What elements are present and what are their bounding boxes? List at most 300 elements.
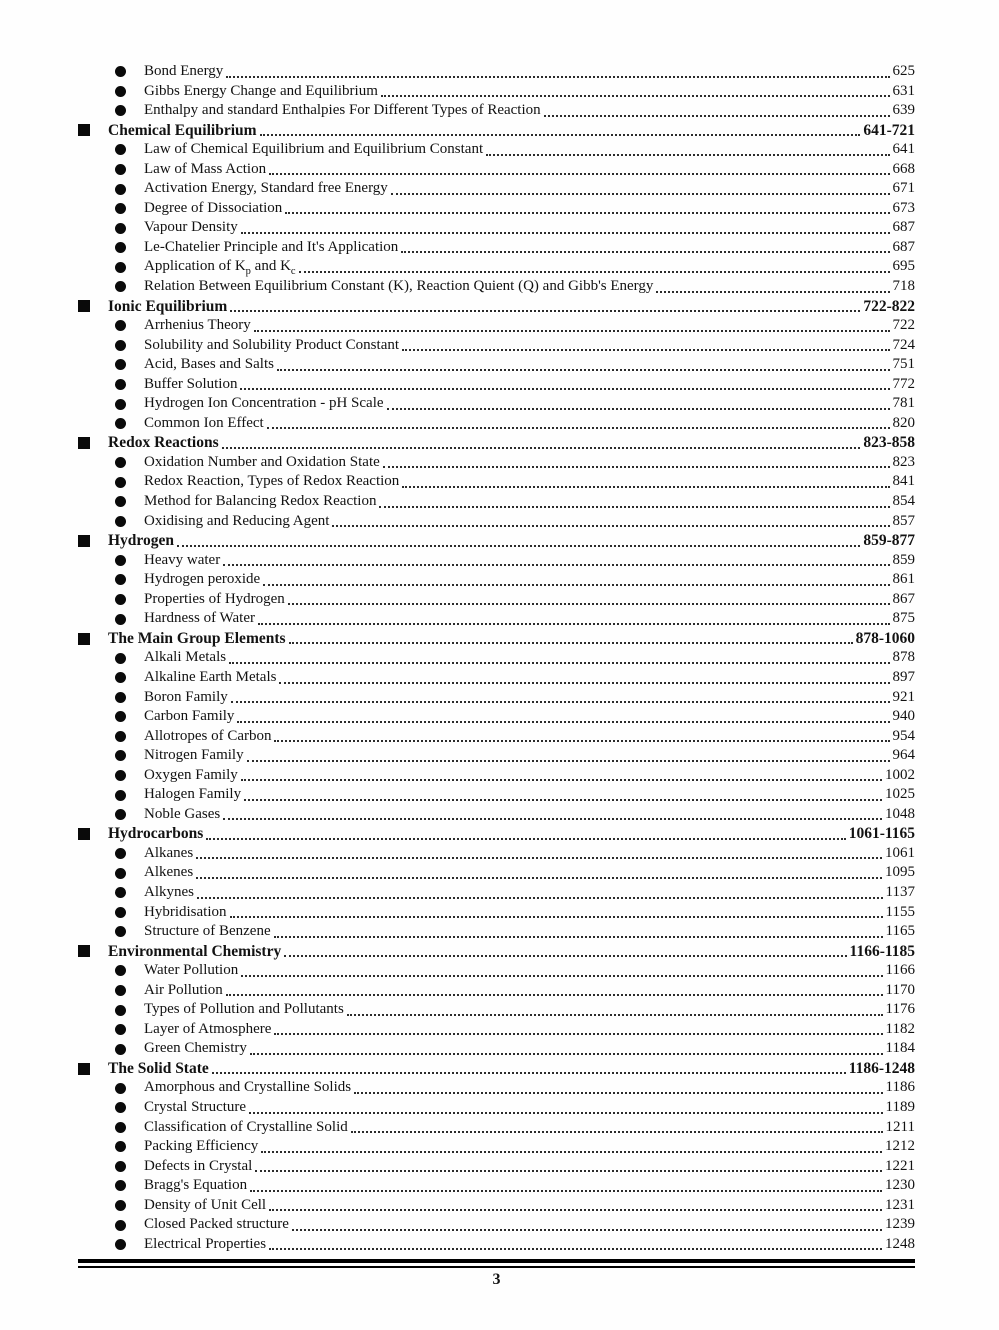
toc-entry-page: 1211 xyxy=(885,1118,915,1135)
toc-entry-page: 954 xyxy=(892,727,915,744)
square-bullet-icon xyxy=(78,1063,90,1075)
chapter-square-icon xyxy=(78,942,108,962)
circle-bullet-icon xyxy=(115,223,126,234)
topic-bullet-icon xyxy=(115,277,144,297)
dot-leader xyxy=(289,642,853,644)
toc-entry-label: Heavy water xyxy=(144,551,221,568)
dot-leader xyxy=(402,486,889,488)
circle-bullet-icon xyxy=(115,1083,126,1094)
topic-bullet-icon xyxy=(115,844,144,864)
toc-entry-label: Law of Chemical Equilibrium and Equilibrium Constant xyxy=(144,141,484,158)
toc-entry-row xyxy=(78,1196,915,1216)
dot-leader xyxy=(223,818,882,820)
dot-leader xyxy=(387,408,890,410)
toc-entry-page: 1166-1185 xyxy=(849,942,915,960)
toc-entry-page: 1061-1165 xyxy=(848,825,915,843)
topic-bullet-icon xyxy=(115,785,144,805)
circle-bullet-icon xyxy=(115,848,126,859)
toc-entry-page: 875 xyxy=(892,610,915,627)
dot-leader xyxy=(250,1053,883,1055)
page-number: 3 xyxy=(492,1271,501,1289)
toc-entry-row xyxy=(78,1000,915,1020)
dot-leader xyxy=(230,310,860,312)
circle-bullet-icon xyxy=(115,574,126,585)
circle-bullet-icon xyxy=(115,144,126,155)
toc-entry-row xyxy=(78,609,915,629)
toc-entry-label: Crystal Structure xyxy=(144,1098,247,1115)
dot-leader xyxy=(254,330,890,332)
topic-bullet-icon xyxy=(115,140,144,160)
toc-entry-row xyxy=(78,805,915,825)
dot-leader xyxy=(292,1229,882,1231)
toc-entry-label: Redox Reactions xyxy=(108,434,219,452)
dot-leader xyxy=(177,545,860,547)
topic-bullet-icon xyxy=(115,394,144,414)
toc-entry-page: 687 xyxy=(892,219,915,236)
toc-list xyxy=(78,62,915,1254)
toc-entry-page: 1189 xyxy=(885,1098,915,1115)
dot-leader xyxy=(391,193,890,195)
circle-bullet-icon xyxy=(115,242,126,253)
toc-entry-page: 1248 xyxy=(885,1235,915,1252)
toc-entry-page: 718 xyxy=(892,278,915,295)
toc-entry-page: 1186-1248 xyxy=(848,1059,915,1077)
toc-entry-page: 724 xyxy=(892,336,915,353)
toc-entry-row xyxy=(78,961,915,981)
toc-entry-label: Hydrocarbons xyxy=(108,825,204,843)
toc-entry-page: 722 xyxy=(892,317,915,334)
topic-bullet-icon xyxy=(115,453,144,473)
toc-entry-page: 897 xyxy=(892,668,915,685)
toc-entry-label: Hybridisation xyxy=(144,903,227,920)
toc-entry-page: 781 xyxy=(892,395,915,412)
toc-entry-row xyxy=(78,590,915,610)
circle-bullet-icon xyxy=(115,555,126,566)
topic-bullet-icon xyxy=(115,1098,144,1118)
toc-entry-row xyxy=(78,883,915,903)
dot-leader xyxy=(240,388,889,390)
toc-entry-row xyxy=(78,238,915,258)
dot-leader xyxy=(229,662,889,664)
toc-entry-page: 823-858 xyxy=(863,434,915,452)
toc-entry-row xyxy=(78,648,915,668)
topic-bullet-icon xyxy=(115,1215,144,1235)
chapter-square-icon xyxy=(78,433,108,453)
toc-entry-label: Oxidising and Reducing Agent xyxy=(144,512,330,529)
circle-bullet-icon xyxy=(115,1102,126,1113)
topic-bullet-icon xyxy=(115,903,144,923)
dot-leader xyxy=(285,212,889,214)
circle-bullet-icon xyxy=(115,1180,126,1191)
toc-entry-page: 878-1060 xyxy=(855,629,915,647)
toc-entry-row xyxy=(78,785,915,805)
toc-entry-label: Allotropes of Carbon xyxy=(144,727,272,744)
toc-entry-label: The Main Group Elements xyxy=(108,629,286,647)
toc-entry-label: Oxidation Number and Oxidation State xyxy=(144,453,380,470)
toc-entry-label: Alkaline Earth Metals xyxy=(144,668,277,685)
toc-entry-page: 857 xyxy=(892,512,915,529)
toc-entry-label: Degree of Dissociation xyxy=(144,199,283,216)
topic-bullet-icon xyxy=(115,570,144,590)
dot-leader xyxy=(379,506,889,508)
toc-entry-row xyxy=(78,981,915,1001)
toc-entry-row xyxy=(78,472,915,492)
topic-bullet-icon xyxy=(115,1157,144,1177)
topic-bullet-icon xyxy=(115,199,144,219)
dot-leader xyxy=(267,427,890,429)
circle-bullet-icon xyxy=(115,653,126,664)
toc-entry-row xyxy=(78,1157,915,1177)
toc-entry-label: Noble Gases xyxy=(144,805,221,822)
toc-entry-label: Bragg's Equation xyxy=(144,1177,248,1194)
toc-entry-label: Method for Balancing Redox Reaction xyxy=(144,493,377,510)
toc-entry-page: 921 xyxy=(892,688,915,705)
dot-leader xyxy=(274,936,883,938)
circle-bullet-icon xyxy=(115,1161,126,1172)
topic-bullet-icon xyxy=(115,746,144,766)
toc-entry-page: 841 xyxy=(892,473,915,490)
topic-bullet-icon xyxy=(115,981,144,1001)
dot-leader xyxy=(197,897,883,899)
dot-leader xyxy=(299,271,890,273)
topic-bullet-icon xyxy=(115,805,144,825)
circle-bullet-icon xyxy=(115,770,126,781)
toc-entry-row xyxy=(78,746,915,766)
dot-leader xyxy=(241,232,890,234)
topic-bullet-icon xyxy=(115,609,144,629)
toc-entry-page: 1212 xyxy=(885,1138,915,1155)
circle-bullet-icon xyxy=(115,477,126,488)
toc-entry-page: 1231 xyxy=(885,1196,915,1213)
toc-entry-row xyxy=(78,863,915,883)
topic-bullet-icon xyxy=(115,707,144,727)
toc-entry-page: 964 xyxy=(892,747,915,764)
topic-bullet-icon xyxy=(115,316,144,336)
dot-leader xyxy=(277,369,890,371)
chapter-square-icon xyxy=(78,297,108,317)
dot-leader xyxy=(269,173,889,175)
dot-leader xyxy=(226,994,883,996)
circle-bullet-icon xyxy=(115,868,126,879)
toc-entry-label: Environmental Chemistry xyxy=(108,942,282,960)
toc-entry-label: Alkali Metals xyxy=(144,649,227,666)
toc-entry-label: Air Pollution xyxy=(144,981,223,998)
topic-bullet-icon xyxy=(115,688,144,708)
dot-leader xyxy=(269,1248,882,1250)
toc-entry-row xyxy=(78,394,915,414)
toc-entry-page: 631 xyxy=(892,82,915,99)
toc-entry-row xyxy=(78,570,915,590)
dot-leader xyxy=(656,291,889,293)
circle-bullet-icon xyxy=(115,359,126,370)
toc-entry-row xyxy=(78,277,915,297)
toc-entry-page: 859 xyxy=(892,551,915,568)
toc-entry-row xyxy=(78,433,915,453)
dot-leader xyxy=(250,1190,882,1192)
square-bullet-icon xyxy=(78,437,90,449)
circle-bullet-icon xyxy=(115,320,126,331)
toc-entry-page: 1170 xyxy=(885,981,915,998)
circle-bullet-icon xyxy=(115,281,126,292)
toc-entry-label: Amorphous and Crystalline Solids xyxy=(144,1079,352,1096)
dot-leader xyxy=(230,916,883,918)
toc-entry-label: Alkenes xyxy=(144,864,194,881)
square-bullet-icon xyxy=(78,300,90,312)
circle-bullet-icon xyxy=(115,985,126,996)
dot-leader xyxy=(381,95,890,97)
topic-bullet-icon xyxy=(115,1078,144,1098)
toc-entry-row xyxy=(78,62,915,82)
toc-entry-label: Acid, Bases and Salts xyxy=(144,356,274,373)
dot-leader xyxy=(226,76,889,78)
toc-entry-page: 641 xyxy=(892,141,915,158)
circle-bullet-icon xyxy=(115,262,126,273)
topic-bullet-icon xyxy=(115,961,144,981)
dot-leader xyxy=(263,584,889,586)
dot-leader xyxy=(401,251,889,253)
toc-entry-page: 641-721 xyxy=(863,121,915,139)
toc-entry-label: Common Ion Effect xyxy=(144,414,264,431)
toc-entry-page: 1230 xyxy=(885,1177,915,1194)
toc-entry-row xyxy=(78,140,915,160)
chapter-square-icon xyxy=(78,824,108,844)
topic-bullet-icon xyxy=(115,1118,144,1138)
toc-entry-page: 1061 xyxy=(885,844,915,861)
toc-entry-label: Hardness of Water xyxy=(144,610,255,627)
circle-bullet-icon xyxy=(115,1005,126,1016)
toc-entry-row xyxy=(78,355,915,375)
toc-entry-label: Activation Energy, Standard free Energy xyxy=(144,180,388,197)
toc-entry-row xyxy=(78,629,915,649)
circle-bullet-icon xyxy=(115,907,126,918)
circle-bullet-icon xyxy=(115,1141,126,1152)
toc-entry-page: 722-822 xyxy=(863,297,915,315)
toc-entry-page: 867 xyxy=(892,590,915,607)
dot-leader xyxy=(222,447,861,449)
toc-entry-label: The Solid State xyxy=(108,1059,209,1077)
toc-entry-label: Boron Family xyxy=(144,688,228,705)
toc-entry-page: 1221 xyxy=(885,1157,915,1174)
chapter-square-icon xyxy=(78,121,108,141)
toc-entry-label: Enthalpy and standard Enthalpies For Different Types of Reaction xyxy=(144,102,541,119)
dot-leader xyxy=(269,1209,882,1211)
topic-bullet-icon xyxy=(115,922,144,942)
dot-leader xyxy=(244,799,882,801)
dot-leader xyxy=(274,740,889,742)
toc-entry-label: Relation Between Equilibrium Constant (K), Reaction Quient (Q) and Gibb's Energy xyxy=(144,278,654,295)
toc-entry-label: Vapour Density xyxy=(144,219,238,236)
topic-bullet-icon xyxy=(115,101,144,121)
topic-bullet-icon xyxy=(115,218,144,238)
toc-entry-row xyxy=(78,824,915,844)
toc-entry-label: Alkynes xyxy=(144,883,194,900)
topic-bullet-icon xyxy=(115,1196,144,1216)
toc-entry-label: Arrhenius Theory xyxy=(144,317,251,334)
dot-leader xyxy=(261,1151,882,1153)
circle-bullet-icon xyxy=(115,340,126,351)
square-bullet-icon xyxy=(78,945,90,957)
toc-entry-page: 668 xyxy=(892,160,915,177)
dot-leader xyxy=(231,701,890,703)
toc-entry-label: Green Chemistry xyxy=(144,1040,247,1057)
circle-bullet-icon xyxy=(115,418,126,429)
circle-bullet-icon xyxy=(115,457,126,468)
toc-entry-page: 823 xyxy=(892,453,915,470)
circle-bullet-icon xyxy=(115,399,126,410)
chapter-square-icon xyxy=(78,629,108,649)
circle-bullet-icon xyxy=(115,965,126,976)
dot-leader xyxy=(249,1112,882,1114)
toc-entry-page: 1239 xyxy=(885,1216,915,1233)
chapter-square-icon xyxy=(78,531,108,551)
toc-entry-row xyxy=(78,414,915,434)
topic-bullet-icon xyxy=(115,355,144,375)
circle-bullet-icon xyxy=(115,164,126,175)
toc-entry-page: 878 xyxy=(892,649,915,666)
toc-entry-page: 1184 xyxy=(885,1040,915,1057)
circle-bullet-icon xyxy=(115,809,126,820)
topic-bullet-icon xyxy=(115,414,144,434)
toc-entry-page: 1176 xyxy=(885,1001,915,1018)
square-bullet-icon xyxy=(78,535,90,547)
toc-entry-page: 861 xyxy=(892,571,915,588)
toc-entry-label: Solubility and Solubility Product Constant xyxy=(144,336,400,353)
toc-entry-page: 820 xyxy=(892,414,915,431)
circle-bullet-icon xyxy=(115,1220,126,1231)
toc-entry-row xyxy=(78,1078,915,1098)
dot-leader xyxy=(223,564,889,566)
circle-bullet-icon xyxy=(115,692,126,703)
toc-entry-page: 639 xyxy=(892,102,915,119)
toc-entry-label: Bond Energy xyxy=(144,63,224,79)
toc-entry-label: Oxygen Family xyxy=(144,766,238,783)
toc-entry-row xyxy=(78,1215,915,1235)
dot-leader xyxy=(284,955,846,957)
toc-entry-row xyxy=(78,668,915,688)
toc-entry-page: 1137 xyxy=(885,883,915,900)
toc-entry-page: 772 xyxy=(892,375,915,392)
toc-entry-row xyxy=(78,1176,915,1196)
footer-double-rule xyxy=(78,1259,915,1268)
dot-leader xyxy=(260,134,861,136)
toc-entry-label: Hydrogen peroxide xyxy=(144,571,261,588)
toc-entry-label: Electrical Properties xyxy=(144,1235,267,1252)
toc-entry-label: Chemical Equilibrium xyxy=(108,121,257,139)
dot-leader xyxy=(402,349,889,351)
toc-entry-label: Properties of Hydrogen xyxy=(144,590,285,607)
toc-entry-label: Redox Reaction, Types of Redox Reaction xyxy=(144,473,400,490)
toc-entry-label: Hydrogen xyxy=(108,532,175,550)
topic-bullet-icon xyxy=(115,883,144,903)
circle-bullet-icon xyxy=(115,105,126,116)
circle-bullet-icon xyxy=(115,594,126,605)
topic-bullet-icon xyxy=(115,62,144,82)
toc-entry-page: 1025 xyxy=(885,786,915,803)
toc-entry-page: 671 xyxy=(892,180,915,197)
topic-bullet-icon xyxy=(115,257,144,277)
toc-entry-row xyxy=(78,1059,915,1079)
toc-entry-row xyxy=(78,492,915,512)
toc-entry-page: 625 xyxy=(892,63,915,79)
circle-bullet-icon xyxy=(115,614,126,625)
topic-bullet-icon xyxy=(115,512,144,532)
dot-leader xyxy=(347,1014,883,1016)
topic-bullet-icon xyxy=(115,1235,144,1255)
toc-entry-row xyxy=(78,707,915,727)
toc-entry-label: Ionic Equilibrium xyxy=(108,297,228,315)
toc-entry-label: Types of Pollution and Pollutants xyxy=(144,1001,344,1018)
toc-entry-row xyxy=(78,903,915,923)
toc-entry-row xyxy=(78,453,915,473)
toc-entry-page: 1186 xyxy=(885,1079,915,1096)
circle-bullet-icon xyxy=(115,1122,126,1133)
topic-bullet-icon xyxy=(115,1000,144,1020)
topic-bullet-icon xyxy=(115,668,144,688)
dot-leader xyxy=(274,1033,882,1035)
dot-leader xyxy=(258,623,890,625)
topic-bullet-icon xyxy=(115,1020,144,1040)
dot-leader xyxy=(212,1072,846,1074)
circle-bullet-icon xyxy=(115,1044,126,1055)
topic-bullet-icon xyxy=(115,238,144,258)
toc-entry-label: Application of $K_p$ and $K_c$ xyxy=(144,258,296,278)
circle-bullet-icon xyxy=(115,711,126,722)
dot-leader xyxy=(196,857,882,859)
circle-bullet-icon xyxy=(115,203,126,214)
toc-entry-label: Structure of Benzene xyxy=(144,923,271,940)
topic-bullet-icon xyxy=(115,336,144,356)
toc-entry-page: 1048 xyxy=(885,805,915,822)
dot-leader xyxy=(354,1092,882,1094)
dot-leader xyxy=(241,975,882,977)
circle-bullet-icon xyxy=(115,731,126,742)
toc-entry-page: 1002 xyxy=(885,766,915,783)
topic-bullet-icon xyxy=(115,648,144,668)
topic-bullet-icon xyxy=(115,551,144,571)
circle-bullet-icon xyxy=(115,1200,126,1211)
dot-leader xyxy=(288,603,890,605)
circle-bullet-icon xyxy=(115,184,126,195)
toc-entry-row xyxy=(78,1235,915,1255)
dot-leader xyxy=(241,779,882,781)
toc-entry-label: Alkanes xyxy=(144,844,194,861)
circle-bullet-icon xyxy=(115,86,126,97)
toc-entry-row xyxy=(78,942,915,962)
toc-entry-label: Classification of Crystalline Solid xyxy=(144,1118,348,1135)
dot-leader xyxy=(247,760,890,762)
square-bullet-icon xyxy=(78,633,90,645)
toc-entry-page: 695 xyxy=(892,258,915,275)
toc-entry-row xyxy=(78,375,915,395)
dot-leader xyxy=(237,721,889,723)
toc-entry-label: Nitrogen Family xyxy=(144,747,244,764)
dot-leader xyxy=(255,1170,882,1172)
topic-bullet-icon xyxy=(115,179,144,199)
toc-entry-page: 1095 xyxy=(885,864,915,881)
toc-entry-label: Gibbs Energy Change and Equilibrium xyxy=(144,82,378,99)
toc-entry-row xyxy=(78,82,915,102)
dot-leader xyxy=(196,877,882,879)
topic-bullet-icon xyxy=(115,1039,144,1059)
toc-entry-row xyxy=(78,688,915,708)
toc-entry-row xyxy=(78,1098,915,1118)
circle-bullet-icon xyxy=(115,66,126,77)
toc-entry-label: Law of Mass Action xyxy=(144,160,267,177)
toc-entry-page: 859-877 xyxy=(863,532,915,550)
circle-bullet-icon xyxy=(115,1024,126,1035)
toc-entry-label: Le-Chatelier Principle and It's Application xyxy=(144,238,399,255)
square-bullet-icon xyxy=(78,124,90,136)
